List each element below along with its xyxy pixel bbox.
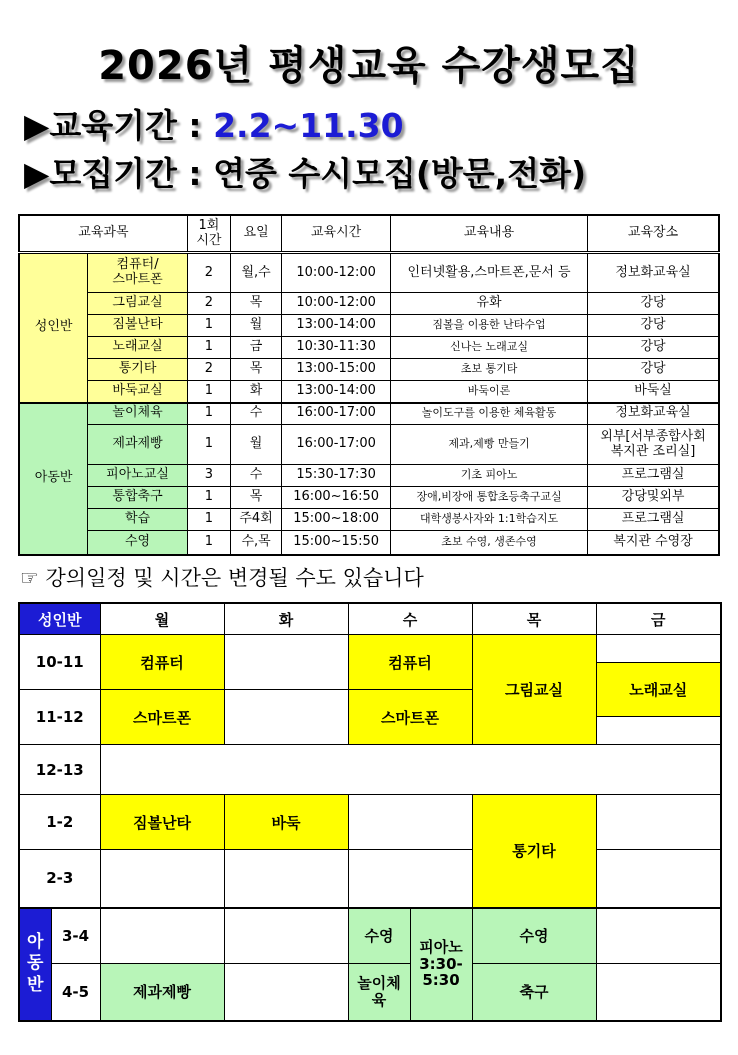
- schedule-cell: [224, 690, 348, 745]
- header-day: 요일: [230, 215, 281, 253]
- schedule-cell: [100, 908, 224, 964]
- schedule-row: [19, 795, 721, 850]
- schedule-cell: [596, 717, 721, 745]
- schedule-cell: 그림교실: [472, 635, 596, 745]
- schedule-cell: 바둑: [224, 795, 348, 850]
- course-day: 수,목: [230, 531, 281, 555]
- header-content: 교육내용: [391, 215, 588, 253]
- course-time: 10:00-12:00: [282, 253, 391, 293]
- table-row: [19, 465, 719, 487]
- child-group-label: 아동반: [19, 403, 88, 555]
- course-day: 금: [230, 337, 281, 359]
- time-slot: 10-11: [19, 635, 100, 690]
- schedule-cell: [348, 795, 472, 850]
- schedule-cell: 노래교실: [596, 663, 721, 717]
- table-row: [19, 253, 719, 293]
- course-content: 제과,제빵 만들기: [391, 425, 588, 465]
- course-time: 10:30-11:30: [282, 337, 391, 359]
- course-day: 월: [230, 425, 281, 465]
- course-content: 초보 통기타: [391, 359, 588, 381]
- course-hours: 1: [187, 509, 230, 531]
- table-row: [19, 381, 719, 403]
- course-place: 복지관 수영장: [588, 531, 719, 555]
- course-hours: 2: [187, 253, 230, 293]
- time-slot: 2-3: [19, 850, 100, 908]
- schedule-cell: 통기타: [472, 795, 596, 908]
- course-content: 기초 피아노: [391, 465, 588, 487]
- course-content: 신나는 노래교실: [391, 337, 588, 359]
- schedule-cell: 컴퓨터: [100, 635, 224, 690]
- schedule-cell: 축구: [472, 964, 596, 1021]
- course-day: 월,수: [230, 253, 281, 293]
- time-slot: 12-13: [19, 745, 100, 795]
- course-day: 수: [230, 465, 281, 487]
- course-content: 놀이도구를 이용한 체육활동: [391, 403, 588, 425]
- course-name: 노래교실: [88, 337, 188, 359]
- day-thu: 목: [472, 603, 596, 635]
- course-time: 16:00-17:00: [282, 403, 391, 425]
- course-day: 목: [230, 487, 281, 509]
- time-slot: 4-5: [51, 964, 100, 1021]
- schedule-cell: 컴퓨터: [348, 635, 472, 690]
- course-name: 놀이체육: [88, 403, 188, 425]
- schedule-cell: 놀이체 육: [348, 964, 410, 1021]
- schedule-cell: [596, 964, 721, 1021]
- recruit-period-label: ▶모집기간 :: [24, 154, 214, 193]
- course-name: 피아노교실: [88, 465, 188, 487]
- schedule-notice: ☞ 강의일정 및 시간은 변경될 수도 있습니다: [20, 566, 424, 590]
- course-name: 수영: [88, 531, 188, 555]
- recruit-period-value: 연중 수시모집(방문,전화): [213, 154, 587, 193]
- time-slot: 11-12: [19, 690, 100, 745]
- header-hours: 1회 시간: [187, 215, 230, 253]
- child-group-label: 아 동 반: [19, 908, 51, 1021]
- course-place: 바둑실: [588, 381, 719, 403]
- day-wed: 수: [348, 603, 472, 635]
- schedule-cell: 짐볼난타: [100, 795, 224, 850]
- course-hours: 1: [187, 381, 230, 403]
- course-hours: 2: [187, 359, 230, 381]
- course-day: 목: [230, 359, 281, 381]
- course-name: 통합축구: [88, 487, 188, 509]
- education-period: [24, 100, 404, 147]
- course-time: 13:00-14:00: [282, 315, 391, 337]
- course-place: 강당: [588, 293, 719, 315]
- course-hours: 1: [187, 337, 230, 359]
- schedule-cell: [348, 850, 472, 908]
- schedule-row: [19, 850, 721, 908]
- schedule-cell: [224, 850, 348, 908]
- schedule-cell: [100, 745, 721, 795]
- course-place: 정보화교육실: [588, 403, 719, 425]
- schedule-cell: [224, 964, 348, 1021]
- day-tue: 화: [224, 603, 348, 635]
- schedule-cell: 스마트폰: [348, 690, 472, 745]
- course-name: 통기타: [88, 359, 188, 381]
- weekly-schedule: [18, 602, 722, 1022]
- schedule-cell: [596, 635, 721, 663]
- time-slot: 1-2: [19, 795, 100, 850]
- recruit-period: [24, 148, 586, 195]
- education-period-value: 2.2~11.30: [213, 106, 404, 145]
- schedule-cell: 수영: [348, 908, 410, 964]
- course-place: 강당및외부: [588, 487, 719, 509]
- schedule-cell: [100, 850, 224, 908]
- table-row: [19, 487, 719, 509]
- course-content: 짐볼을 이용한 난타수업: [391, 315, 588, 337]
- table-row: [19, 531, 719, 555]
- course-content: 장애,비장애 통합초등축구교실: [391, 487, 588, 509]
- schedule-row: [19, 964, 721, 1021]
- course-time: 16:00~16:50: [282, 487, 391, 509]
- table-row: [19, 425, 719, 465]
- course-hours: 1: [187, 403, 230, 425]
- course-time: 15:00~15:50: [282, 531, 391, 555]
- course-name: 제과제빵: [88, 425, 188, 465]
- header-course: 교육과목: [19, 215, 187, 253]
- course-content: 대학생봉사자와 1:1학습지도: [391, 509, 588, 531]
- course-day: 수: [230, 403, 281, 425]
- course-time: 13:00-14:00: [282, 381, 391, 403]
- schedule-cell: [224, 908, 348, 964]
- course-place: 강당: [588, 359, 719, 381]
- course-content: 초보 수영, 생존수영: [391, 531, 588, 555]
- schedule-cell: 수영: [472, 908, 596, 964]
- course-time: 13:00-15:00: [282, 359, 391, 381]
- header-time: 교육시간: [282, 215, 391, 253]
- course-hours: 1: [187, 487, 230, 509]
- course-place: 정보화교육실: [588, 253, 719, 293]
- course-time: 15:30-17:30: [282, 465, 391, 487]
- schedule-cell: 스마트폰: [100, 690, 224, 745]
- course-table: [18, 214, 720, 556]
- course-hours: 2: [187, 293, 230, 315]
- course-name: 학습: [88, 509, 188, 531]
- schedule-header: [19, 603, 721, 635]
- schedule-cell: [596, 795, 721, 850]
- course-time: 16:00-17:00: [282, 425, 391, 465]
- course-table-header: [19, 215, 719, 253]
- schedule-cell: 피아노 3:30- 5:30: [410, 908, 472, 1021]
- education-period-label: ▶교육기간 :: [24, 106, 214, 145]
- course-place: 프로그램실: [588, 509, 719, 531]
- course-content: 바둑이론: [391, 381, 588, 403]
- table-row: [19, 293, 719, 315]
- schedule-row: [19, 745, 721, 795]
- course-hours: 1: [187, 315, 230, 337]
- table-row: [19, 337, 719, 359]
- course-place: 프로그램실: [588, 465, 719, 487]
- table-row: [19, 509, 719, 531]
- course-place: 외부[서부종합사회 복지관 조리실]: [588, 425, 719, 465]
- day-mon: 월: [100, 603, 224, 635]
- page-title: 2026년 평생교육 수강생모집: [98, 43, 640, 89]
- course-place: 강당: [588, 337, 719, 359]
- course-content: 인터넷활용,스마트폰,문서 등: [391, 253, 588, 293]
- schedule-corner-label: 성인반: [19, 603, 100, 635]
- course-name: 짐볼난타: [88, 315, 188, 337]
- schedule-row: [19, 635, 721, 663]
- schedule-row: [19, 908, 721, 964]
- adult-group-label: 성인반: [19, 253, 88, 403]
- course-hours: 3: [187, 465, 230, 487]
- schedule-cell: [596, 850, 721, 908]
- course-day: 목: [230, 293, 281, 315]
- course-day: 화: [230, 381, 281, 403]
- table-row: [19, 315, 719, 337]
- schedule-cell: [224, 635, 348, 690]
- course-time: 10:00-12:00: [282, 293, 391, 315]
- course-hours: 1: [187, 425, 230, 465]
- table-row: [19, 403, 719, 425]
- table-row: [19, 359, 719, 381]
- course-name: 컴퓨터/ 스마트폰: [88, 253, 188, 293]
- header-place: 교육장소: [588, 215, 719, 253]
- day-fri: 금: [596, 603, 721, 635]
- schedule-cell: [596, 908, 721, 964]
- course-name: 바둑교실: [88, 381, 188, 403]
- course-place: 강당: [588, 315, 719, 337]
- course-time: 15:00~18:00: [282, 509, 391, 531]
- schedule-cell: 제과제빵: [100, 964, 224, 1021]
- course-name: 그림교실: [88, 293, 188, 315]
- course-content: 유화: [391, 293, 588, 315]
- course-day: 월: [230, 315, 281, 337]
- course-day: 주4회: [230, 509, 281, 531]
- course-hours: 1: [187, 531, 230, 555]
- time-slot: 3-4: [51, 908, 100, 964]
